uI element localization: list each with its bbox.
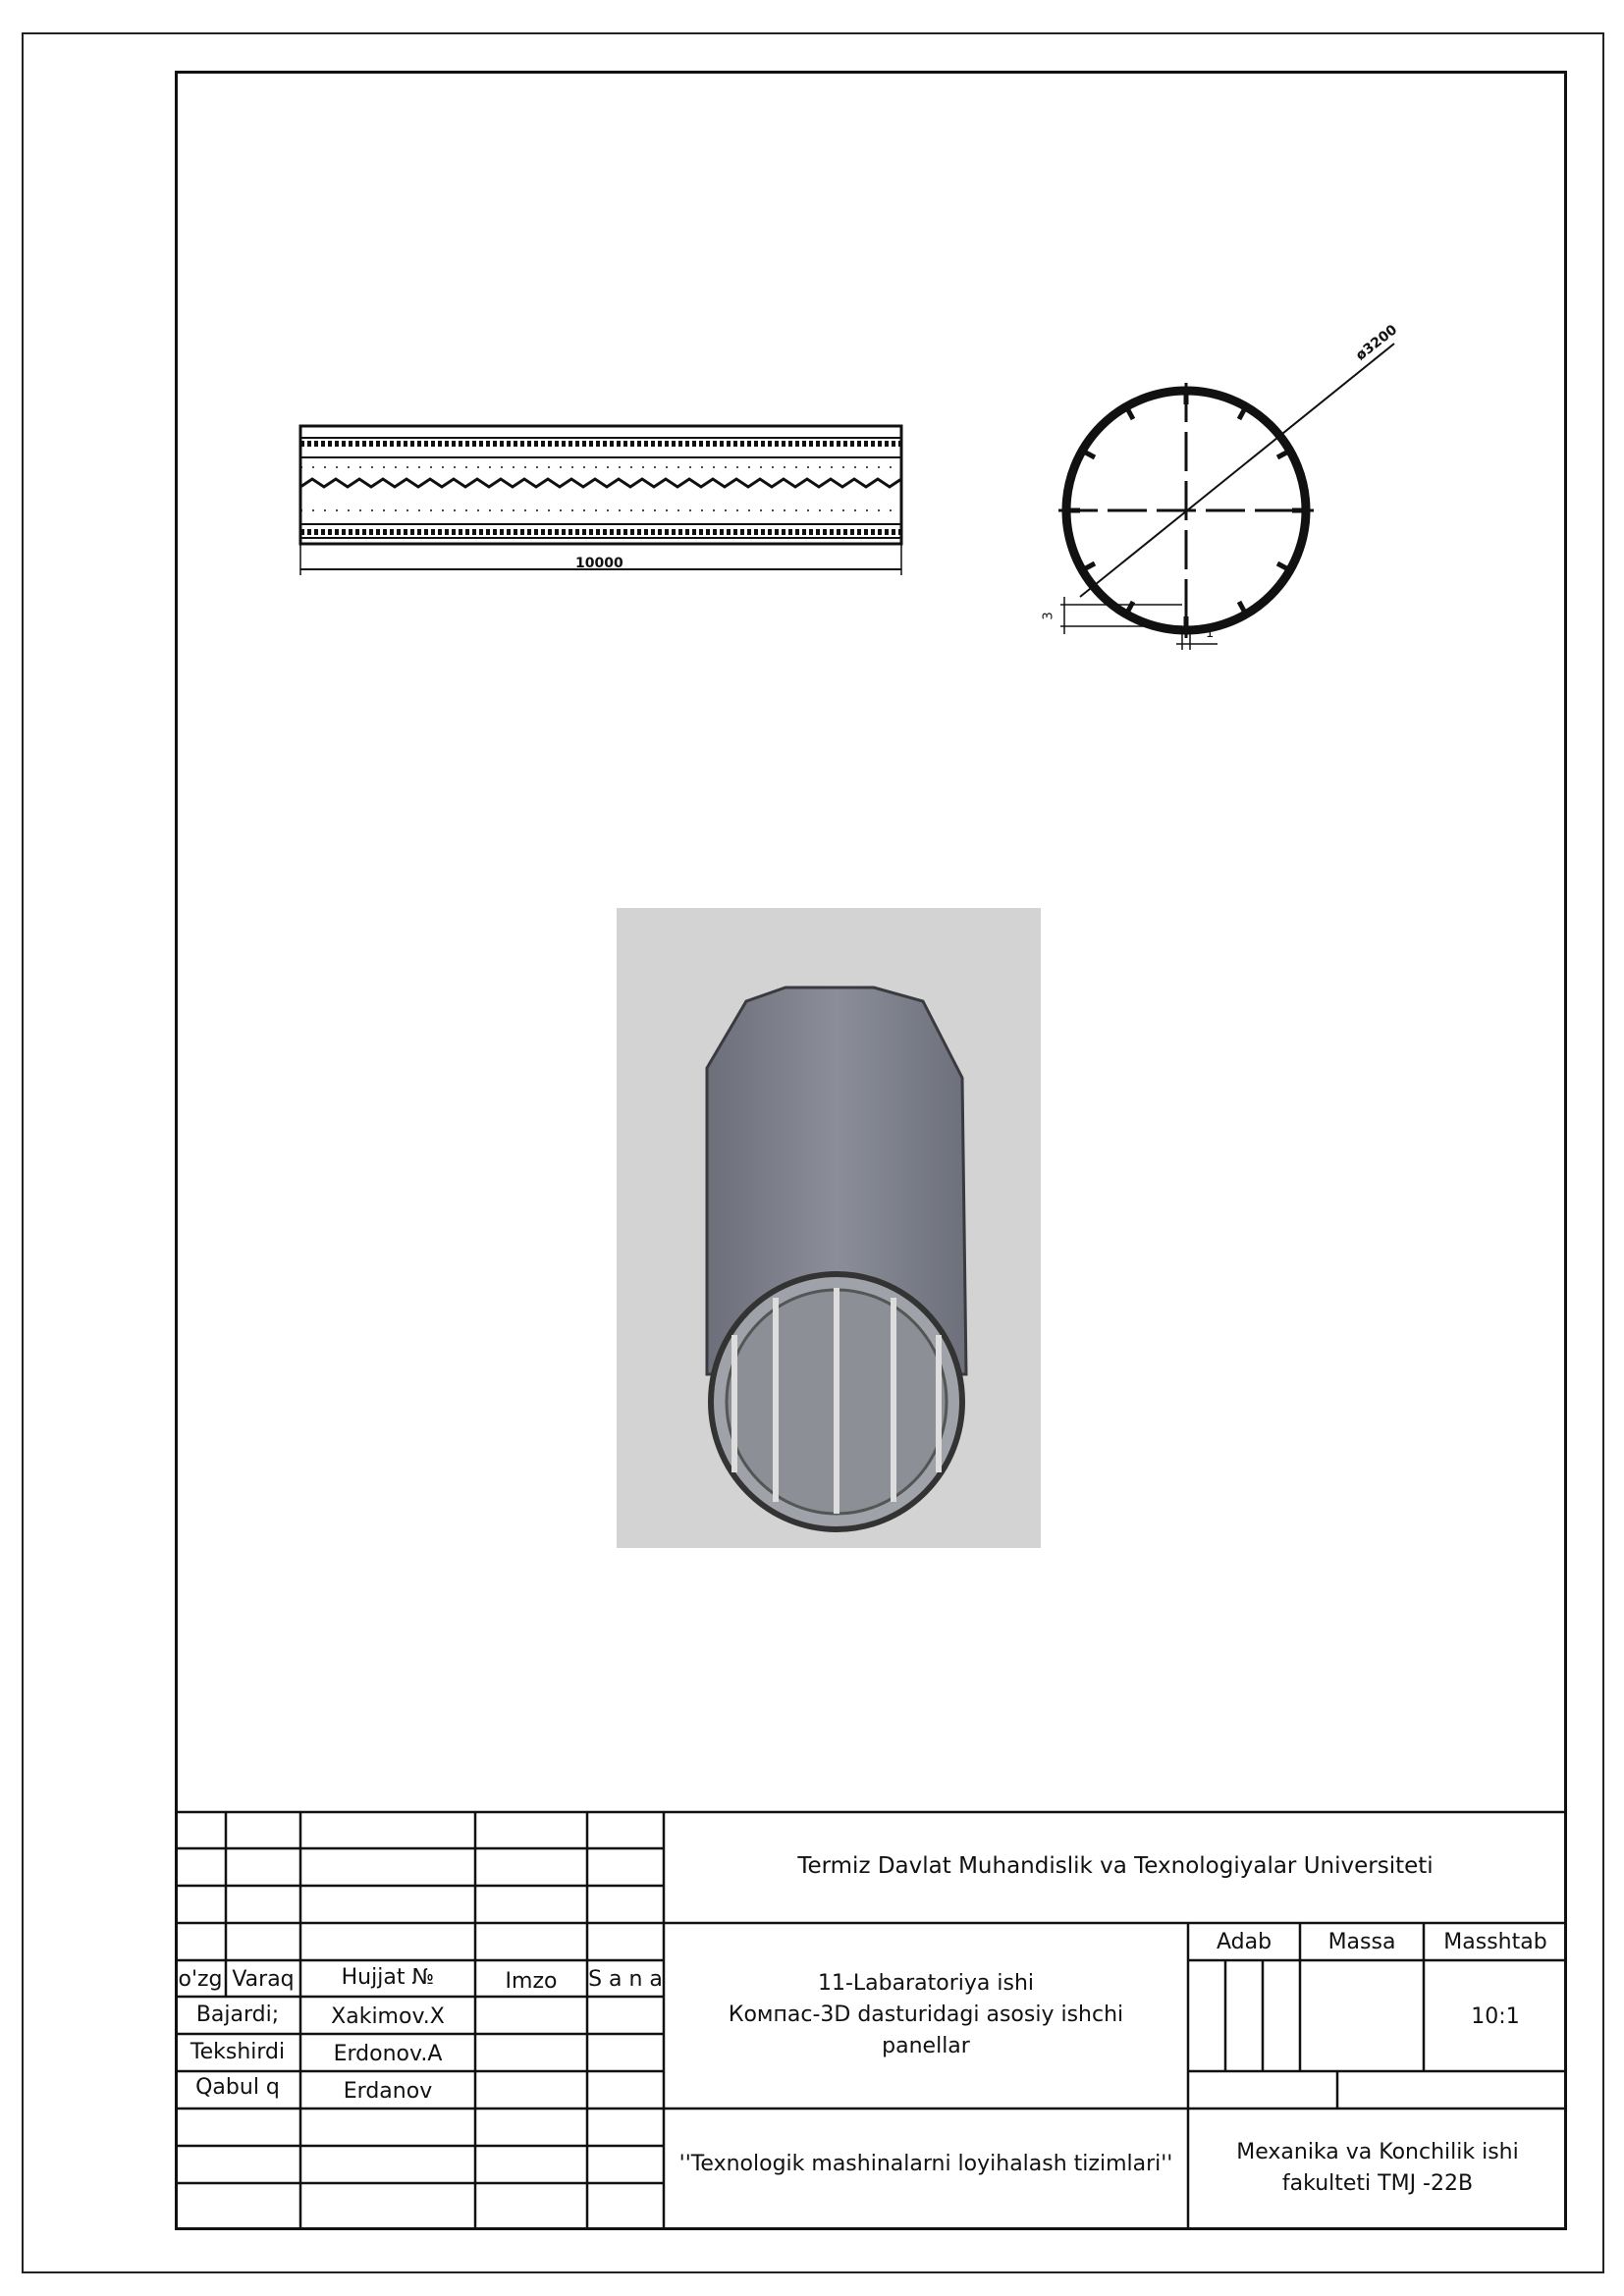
side-view-length-label: 10000: [575, 556, 623, 571]
name-tekshirdi: Erdonov.A: [333, 2042, 443, 2066]
university-name: Termiz Davlat Muhandislik va Texnologiyalar Universiteti: [797, 1853, 1434, 1879]
header-imzo: Imzo: [505, 1969, 558, 1994]
end-view-dim-3: 3: [1041, 612, 1056, 620]
role-tekshirdi: Tekshirdi: [189, 2040, 286, 2064]
name-bajardi: Xakimov.X: [331, 2004, 445, 2029]
header-varaq: Varaq: [232, 1967, 295, 1992]
header-sana: S a n a: [588, 1967, 663, 1992]
massa-label: Massa: [1327, 1930, 1396, 1954]
work-title-line2: Компас-3D dasturidagi asosiy ishchi: [728, 2002, 1124, 2027]
role-bajardi: Bajardi;: [195, 2002, 280, 2027]
work-title-line3: panellar: [882, 2034, 970, 2058]
masshtab-label: Masshtab: [1443, 1930, 1547, 1954]
course-name: ''Texnologik mashinalarni loyihalash tizimlari'': [678, 2152, 1173, 2176]
header-ozg: o'zg: [178, 1967, 223, 1992]
faculty-line1: Mexanika va Konchilik ishi: [1236, 2140, 1519, 2164]
work-title-line1: 11-Labaratoriya ishi: [817, 1971, 1034, 1996]
adab-label: Adab: [1216, 1930, 1272, 1954]
end-view-dim-1: 1: [1206, 626, 1215, 641]
header-hujjat: Hujjat №: [341, 1965, 435, 1990]
masshtab-value: 10:1: [1471, 2004, 1520, 2029]
role-qabul: Qabul q: [195, 2075, 280, 2100]
faculty-line2: fakulteti TMJ -22B: [1281, 2171, 1474, 2196]
end-view-diameter-label: ø3200: [1353, 322, 1401, 364]
name-qabul: Erdanov: [343, 2079, 433, 2104]
